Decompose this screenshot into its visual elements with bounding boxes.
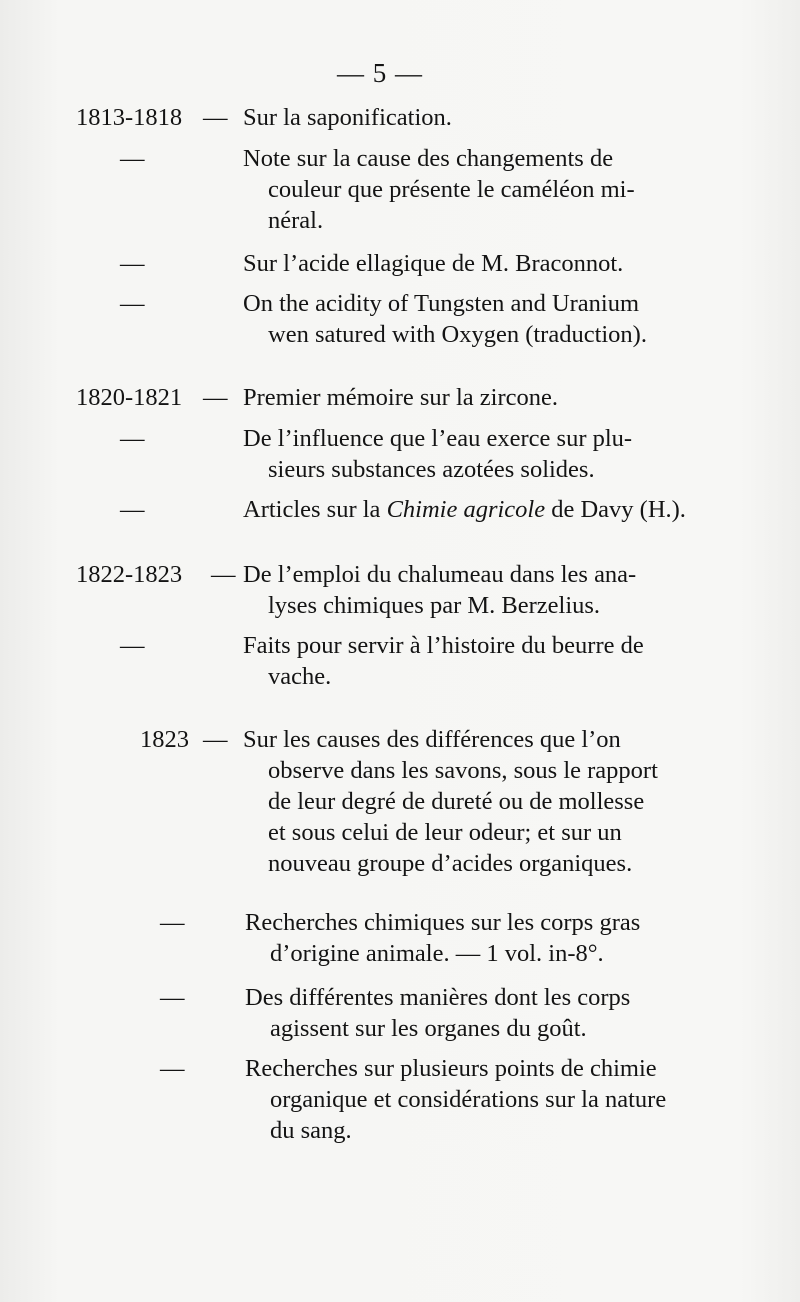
entry-text <box>243 248 688 279</box>
entry-dash: — <box>203 726 228 753</box>
entry-line: sieurs substances azotées solides. <box>268 456 595 483</box>
entry-dash: — <box>120 250 145 277</box>
entry-line: Recherches chimiques sur les corps gras <box>245 909 641 936</box>
entry-dash: — <box>160 909 185 936</box>
entry-line: nouveau groupe d’acides organiques. <box>268 850 633 877</box>
entry-line: vache. <box>268 663 332 690</box>
entry-line: agissent sur les organes du goût. <box>270 1015 587 1042</box>
entry-line: Sur la saponification. <box>243 104 452 131</box>
entry-text <box>243 423 688 485</box>
entry-text-part: de Davy (H.). <box>545 496 686 523</box>
entry-dash: — <box>203 384 228 411</box>
entry-dash: — <box>211 561 236 588</box>
entry-line: De l’emploi du chalumeau dans les ana- <box>243 561 637 588</box>
entry-text-part: Articles sur la <box>243 496 387 523</box>
entry-date: 1822-1823 <box>76 561 183 588</box>
entry-date: 1823 <box>140 726 189 753</box>
entry-line: de leur degré de dureté ou de mollesse <box>268 788 645 815</box>
entry-text <box>243 724 688 879</box>
entry-line: organique et considérations sur la nature <box>270 1086 667 1113</box>
entry-dash: — <box>120 425 145 452</box>
entry-line <box>243 494 688 525</box>
entry-line: Recherches sur plusieurs points de chimie <box>245 1055 657 1082</box>
entry-text <box>243 288 688 350</box>
entry-text <box>243 382 688 413</box>
entry-line: du sang. <box>270 1117 352 1144</box>
entry-dash: — <box>160 984 185 1011</box>
page-number: — 5 — <box>337 58 423 88</box>
entry-dash: — <box>120 496 145 523</box>
entry-text <box>243 102 688 133</box>
entry-line: néral. <box>268 207 324 234</box>
entry-text <box>243 143 688 236</box>
entry-line: couleur que présente le caméléon mi- <box>268 176 635 203</box>
entry-dash: — <box>120 145 145 172</box>
entry-text <box>245 982 690 1044</box>
entry-text <box>243 559 688 621</box>
entry-line: Premier mémoire sur la zircone. <box>243 384 558 411</box>
entry-line: observe dans les savons, sous le rapport <box>268 757 658 784</box>
entry-text <box>245 907 690 969</box>
entry-line: lyses chimiques par M. Berzelius. <box>268 592 601 619</box>
entry-line: De l’influence que l’eau exerce sur plu- <box>243 425 633 452</box>
entry-line: Sur l’acide ellagique de M. Braconnot. <box>243 250 624 277</box>
entry-dash: — <box>120 290 145 317</box>
entry-text <box>245 1053 690 1146</box>
entry-line: wen satured with Oxygen (traduction). <box>268 321 647 348</box>
entry-line: On the acidity of Tungsten and Uranium <box>243 290 640 317</box>
entry-dash: — <box>203 104 228 131</box>
entry-date: 1820-1821 <box>76 384 183 411</box>
book-title: Chimie agricole <box>386 496 546 523</box>
entry-text <box>243 630 688 692</box>
entry-text <box>243 494 688 525</box>
entry-line: et sous celui de leur odeur; et sur un <box>268 819 622 846</box>
entry-line: Sur les causes des différences que l’on <box>243 726 621 753</box>
entry-dash: — <box>120 632 145 659</box>
entry-dash: — <box>160 1055 185 1082</box>
entry-date: 1813-1818 <box>76 104 183 131</box>
entry-line: Note sur la cause des changements de <box>243 145 614 172</box>
entry-line: Des différentes manières dont les corps <box>245 984 631 1011</box>
entry-line: d’origine animale. — 1 vol. in-8°. <box>270 940 604 967</box>
entry-line: Faits pour servir à l’histoire du beurre de <box>243 632 644 659</box>
